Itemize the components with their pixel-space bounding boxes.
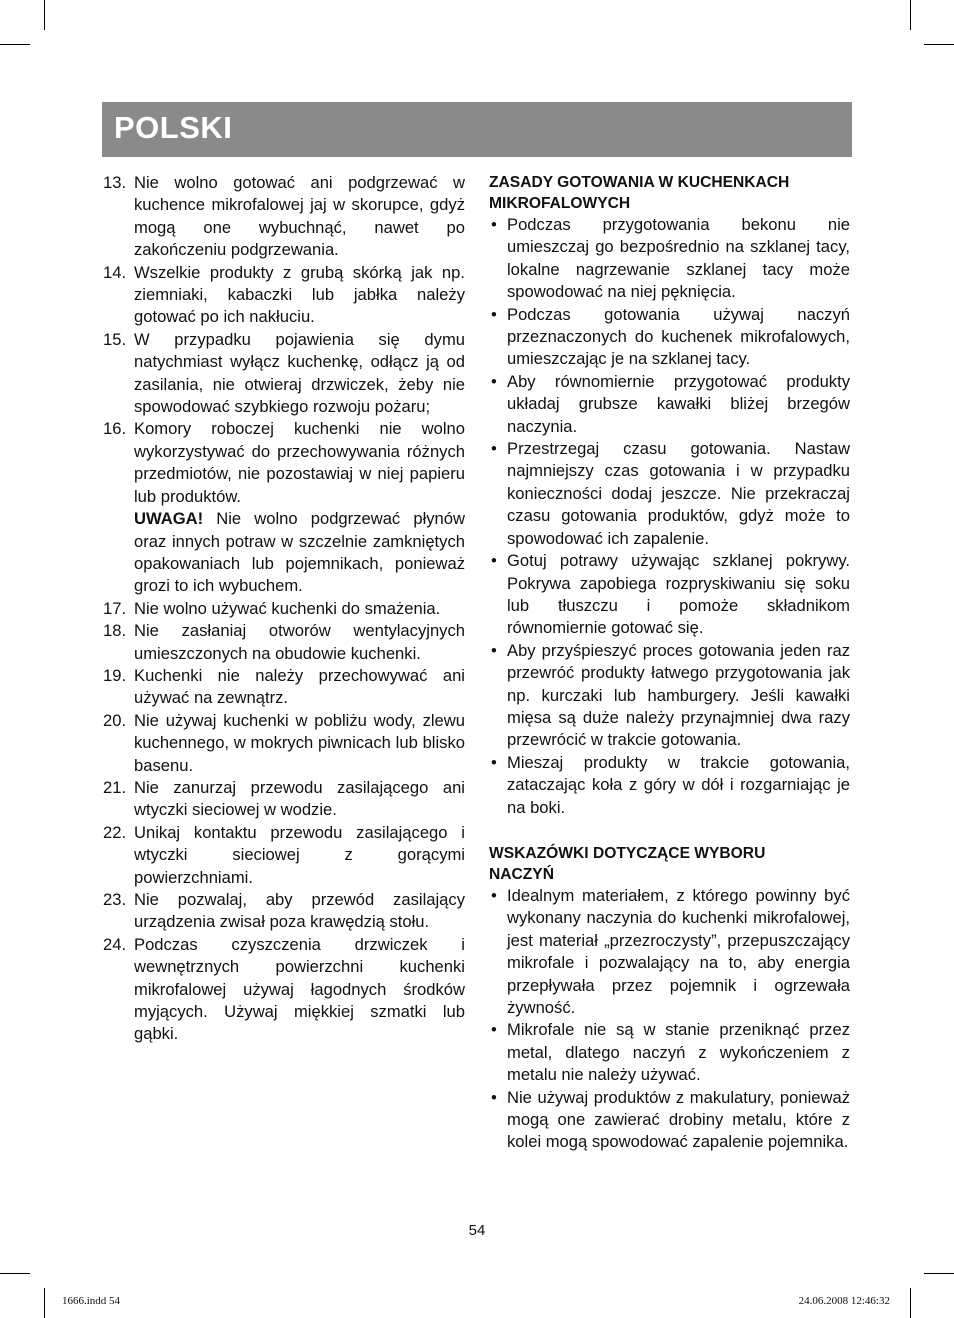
language-header-bar (102, 102, 852, 157)
bullet-text: Podczas gotowania używaj naczyń przeznaczonych do kuchenek mikrofalowych, umieszczając je na szklanej tacy. (507, 304, 850, 369)
bullet-icon: • (491, 752, 497, 772)
bullet-item (489, 214, 850, 304)
list-item-number: 22. (103, 822, 127, 842)
bullet-text: Podczas przygotowania bekonu nie umieszczaj go bezpośrednio na szklanej tacy, lokalne nagrzewanie szklanej tacy może spowodować na niej pęknięcia. (507, 215, 850, 302)
warning-label: UWAGA! (134, 509, 204, 529)
crop-mark (44, 0, 45, 30)
list-item-number: 21. (103, 777, 127, 797)
list-item-text: Unikaj kontaktu przewodu zasilającego i wtyczki sieciowej z gorącymi powierzchniami. (134, 822, 465, 887)
bullet-text: Gotuj potrawy używając szklanej pokrywy. Pokrywa zapobiega rozpryskiwaniu się soku lub tłuszczu i pomoże składnikom równomiernie gotować się. (507, 551, 850, 638)
list-item (103, 665, 465, 710)
list-item-text: Nie zanurzaj przewodu zasilającego ani wtyczki sieciowej w wodzie. (134, 777, 465, 820)
list-item-number: 13. (103, 173, 127, 192)
crop-mark (44, 1288, 45, 1318)
list-item (103, 889, 465, 934)
bullet-icon: • (491, 551, 497, 571)
list-item-text: Podczas czyszczenia drzwiczek i wewnętrznych powierzchni kuchenki mikrofalowej używaj łagodnych środków myjących. Używaj miękkiej szmatki lub gąbki. (134, 934, 465, 1044)
crop-mark (0, 1273, 30, 1274)
list-item-text: Nie pozwalaj, aby przewód zasilający urządzenia zwisał poza krawędzią stołu. (134, 890, 465, 932)
bullet-icon: • (491, 439, 497, 459)
list-item-number: 16. (103, 419, 127, 439)
heading-line: WSKAZÓWKI DOTYCZĄCE WYBORU (489, 844, 766, 862)
list-item-number: 24. (103, 934, 127, 954)
list-item (103, 172, 465, 262)
bullet-text: Aby przyśpieszyć proces gotowania jeden raz przewróć produkty łatwego przygotowania jak np. kurczaki lub hamburgery. Jeśli kawałki mięsa są duże należy przynajmniej dwa razy przewrócić w trakcie gotowania. (507, 640, 850, 750)
numbered-list (103, 598, 465, 1046)
list-item-number: 17. (103, 598, 127, 618)
bullet-text: Mieszaj produkty w trakcie gotowania, zataczając koła z góry w dół i rozgarniając je na boki. (507, 752, 850, 817)
list-item-text: W przypadku pojawienia się dymu natychmiast wyłącz kuchenkę, odłącz ją od zasilania, nie otwieraj drzwiczek, żeby nie spowodować szybkiego rozwoju pożaru; (134, 329, 465, 417)
warning-note (103, 508, 465, 598)
bullet-icon: • (491, 215, 497, 234)
list-item (103, 620, 465, 665)
bullet-icon: • (491, 304, 497, 324)
list-item-text: Nie wolno używać kuchenki do smażenia. (134, 598, 441, 618)
list-item-text: Nie zasłaniaj otworów wentylacyjnych umieszczonych na obudowie kuchenki. (134, 621, 465, 663)
bullet-text: Nie używaj produktów z makulatury, ponieważ mogą one zawierać drobiny metalu, które z kolei mogą spowodować zapalenie pojemnika. (507, 1087, 850, 1152)
list-item-number: 19. (103, 665, 127, 685)
bullet-text: Przestrzegaj czasu gotowania. Nastaw najmniejszy czas gotowania i w przypadku konieczności dodaj jeszcze. Nie przekraczaj czasu gotowania produktów, gdyż może to spowodować ich zapalenie. (507, 439, 850, 548)
crop-mark (910, 1288, 911, 1318)
bullet-item (489, 752, 850, 819)
bullet-list (489, 885, 850, 1154)
left-column (103, 172, 465, 1046)
bullet-text: Aby równomiernie przygotować produkty układaj grubsze kawałki bliżej brzegów naczynia. (507, 371, 850, 436)
bullet-icon: • (491, 1020, 497, 1040)
list-item-text: Nie wolno gotować ani podgrzewać w kuchence mikrofalowej jaj w skorupce, gdyż mogą one wybuchnąć, nawet po zakończeniu podgrzewania. (134, 173, 465, 260)
list-item (103, 777, 465, 822)
list-item (103, 934, 465, 1046)
heading-line: ZASADY GOTOWANIA W KUCHENKACH (489, 174, 790, 191)
right-column (489, 172, 850, 1154)
footer-date-info: 24.06.2008 12:46:32 (798, 1295, 890, 1307)
list-item-number: 23. (103, 890, 127, 909)
bullet-icon: • (491, 1087, 497, 1107)
list-item-number: 18. (103, 621, 127, 641)
crop-mark (924, 44, 954, 45)
list-item-number: 20. (103, 710, 127, 730)
bullet-item (489, 1019, 850, 1086)
list-item-text: Wszelkie produkty z grubą skórką jak np. ziemniaki, kabaczki lub jabłka należy gotować po ich nakłuciu. (134, 262, 465, 327)
list-item (103, 598, 465, 620)
list-item (103, 329, 465, 419)
list-item (103, 822, 465, 889)
list-item-number: 14. (103, 262, 127, 282)
page-title: POLSKI (114, 110, 233, 145)
list-item-number: 15. (103, 329, 127, 349)
section-heading-cookware (489, 843, 850, 885)
bullet-item (489, 640, 850, 752)
bullet-icon: • (491, 885, 497, 905)
list-item-text: Kuchenki nie należy przechowywać ani używać na zewnątrz. (134, 665, 465, 708)
bullet-item (489, 1087, 850, 1154)
bullet-item (489, 438, 850, 550)
section-heading-cooking-rules (489, 172, 850, 214)
bullet-text: Mikrofale nie są w stanie przeniknąć przez metal, dlatego naczyń z wykończeniem z metalu nie należy używać. (507, 1020, 850, 1085)
bullet-icon: • (491, 371, 497, 391)
bullet-icon: • (491, 640, 497, 660)
bullet-text: Idealnym materiałem, z którego powinny być wykonany naczynia do kuchenki mikrofalowej, jest materiał „przezroczysty”, przepuszczający mikrofale i pozwalający na to, aby energia przepływała przez pojemnik i ogrzewała żywność. (507, 885, 850, 1017)
footer-file-info: 1666.indd 54 (62, 1295, 121, 1307)
bullet-item (489, 885, 850, 1019)
crop-mark (910, 0, 911, 30)
heading-line: NACZYŃ (489, 865, 554, 883)
bullet-item (489, 371, 850, 438)
numbered-list (103, 172, 465, 508)
heading-line: MIKROFALOWYCH (489, 195, 631, 212)
bullet-list (489, 214, 850, 819)
warning-text: Nie wolno podgrzewać płynów oraz innych potraw w szczelnie zamkniętych opakowaniach lub pojemnikach, ponieważ grozi to ich wybuchem. (134, 509, 465, 596)
bullet-item (489, 550, 850, 640)
crop-mark (924, 1273, 954, 1274)
page-number: 54 (468, 1222, 486, 1239)
list-item (103, 710, 465, 777)
crop-mark (0, 44, 30, 45)
bullet-item (489, 304, 850, 371)
list-item (103, 262, 465, 329)
list-item-text: Nie używaj kuchenki w pobliżu wody, zlewu kuchennego, w mokrych piwnicach lub blisko basenu. (134, 710, 465, 775)
list-item-text: Komory roboczej kuchenki nie wolno wykorzystywać do przechowywania różnych przedmiotów, nie pozostawiaj w niej papieru lub produktów. (134, 419, 465, 506)
list-item (103, 418, 465, 508)
